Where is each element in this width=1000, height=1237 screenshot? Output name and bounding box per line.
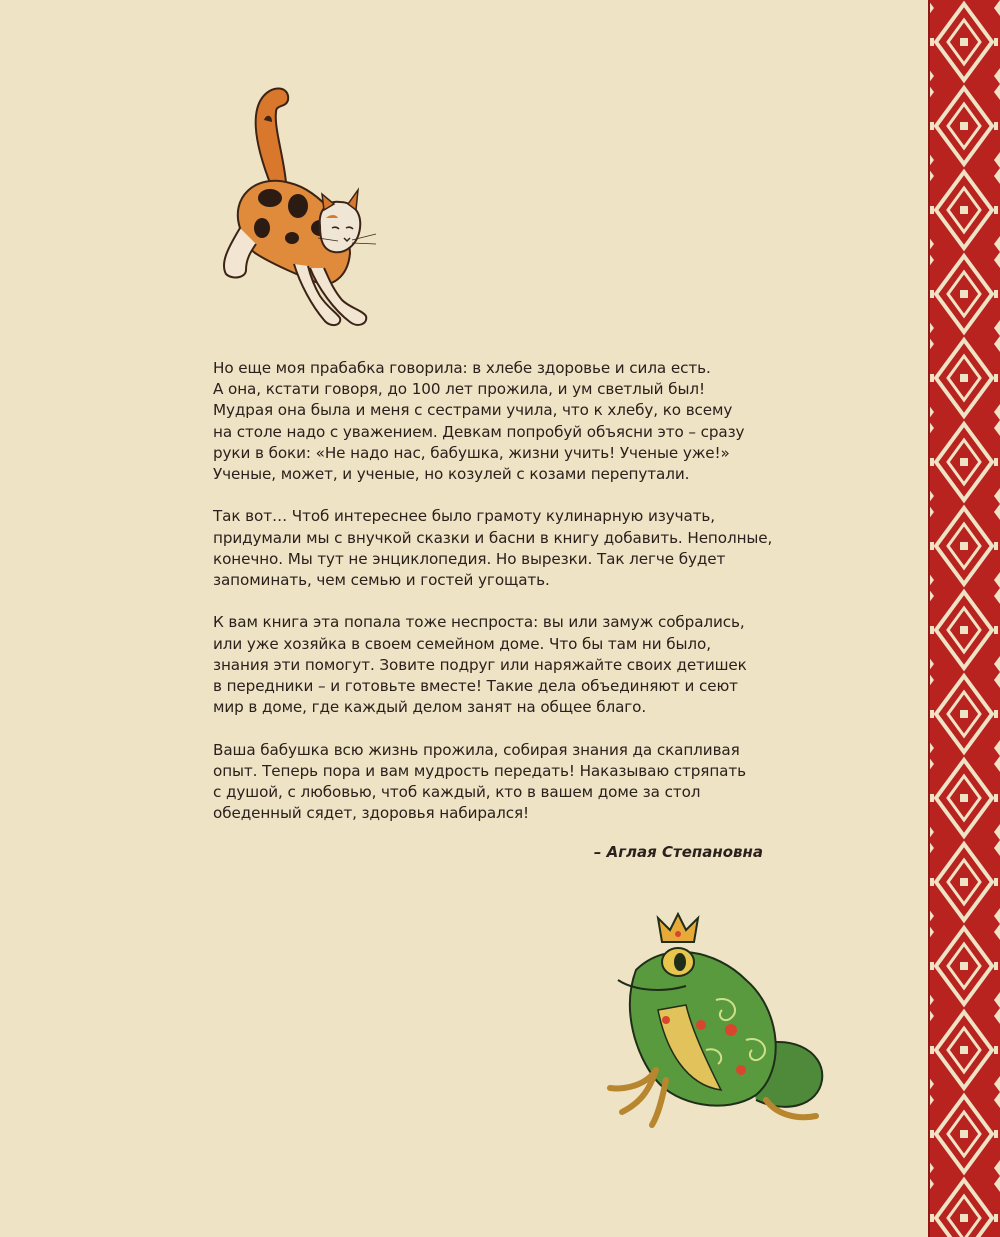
text-line: Ученые, может, и ученые, но козулей с козами перепутали. bbox=[213, 465, 690, 484]
signature: – Аглая Степановна bbox=[593, 843, 763, 861]
text-line: Мудрая она была и меня с сестрами учила, что к хлебу, ко всему bbox=[213, 401, 733, 420]
text-line: мир в доме, где каждый делом занят на общее благо. bbox=[213, 698, 647, 717]
text-line: К вам книга эта попала тоже неспроста: вы или замуж собрались, bbox=[213, 613, 745, 632]
text-line: в передники – и готовьте вместе! Такие дела объединяют и сеют bbox=[213, 677, 738, 696]
text-line: на столе надо с уважением. Девкам попробуй объясни это – сразу bbox=[213, 422, 745, 441]
frog-illustration bbox=[596, 900, 836, 1140]
text-line: или уже хозяйка в своем семейном доме. Что бы там ни было, bbox=[213, 634, 711, 653]
ornament-pattern bbox=[928, 0, 1000, 1237]
text-line: руки в боки: «Не надо нас, бабушка, жизни учить! Ученые уже!» bbox=[213, 443, 730, 462]
text-line: А она, кстати говоря, до 100 лет прожила, и ум светлый был! bbox=[213, 380, 705, 399]
letter-text bbox=[213, 358, 773, 846]
paragraph-1 bbox=[213, 358, 773, 485]
cat-illustration bbox=[200, 78, 380, 348]
text-line: с душой, с любовью, чтоб каждый, кто в вашем доме за стол bbox=[213, 783, 701, 802]
ornamental-border bbox=[928, 0, 1000, 1237]
text-line: запоминать, чем семью и гостей угощать. bbox=[213, 571, 550, 590]
text-line: Ваша бабушка всю жизнь прожила, собирая знания да скапливая bbox=[213, 740, 740, 759]
text-line: знания эти помогут. Зовите подруг или наряжайте своих детишек bbox=[213, 655, 747, 674]
text-line: придумали мы с внучкой сказки и басни в книгу добавить. Неполные, bbox=[213, 528, 773, 547]
paragraph-4 bbox=[213, 740, 773, 825]
text-line: обеденный сядет, здоровья набирался! bbox=[213, 804, 529, 823]
text-line: конечно. Мы тут не энциклопедия. Но вырезки. Так легче будет bbox=[213, 549, 726, 568]
text-line: опыт. Теперь пора и вам мудрость передать! Наказываю стряпать bbox=[213, 761, 746, 780]
paragraph-3 bbox=[213, 612, 773, 718]
text-line: Но еще моя прабабка говорила: в хлебе здоровье и сила есть. bbox=[213, 359, 711, 377]
text-line: Так вот… Чтоб интереснее было грамоту кулинарную изучать, bbox=[213, 507, 716, 526]
paragraph-2 bbox=[213, 506, 773, 591]
